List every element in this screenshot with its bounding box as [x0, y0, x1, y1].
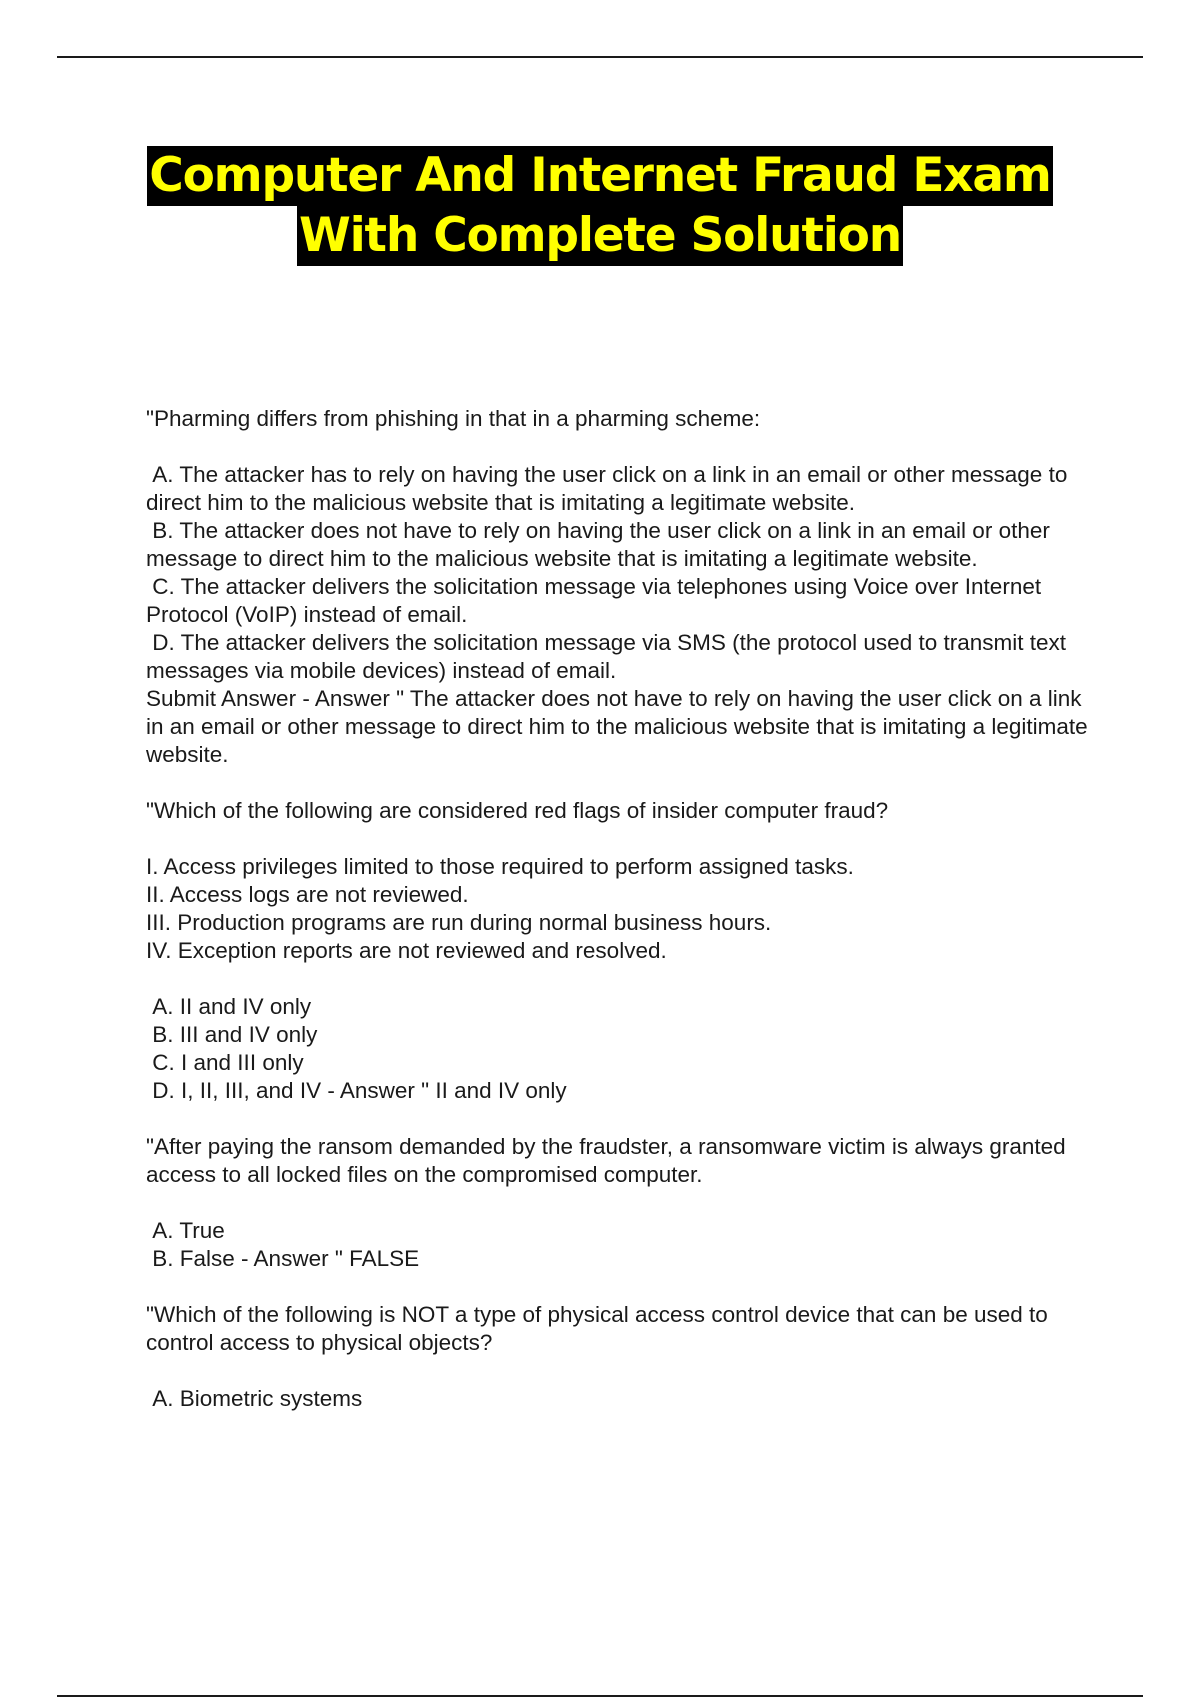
answer-option: B. False - Answer " FALSE — [146, 1246, 420, 1271]
answer-option: A. Biometric systems — [146, 1386, 363, 1411]
answer-option: A. II and IV only — [146, 994, 312, 1019]
question-prompt: "Which of the following is NOT a type of physical access control device that can be used to control access to physical objects? — [146, 1302, 1055, 1355]
answer-option: A. The attacker has to rely on having the user click on a link in an email or other message to direct him to the malicious website that is imitating a legitimate website. — [146, 462, 1074, 515]
question-statement: I. Access privileges limited to those required to perform assigned tasks. — [146, 854, 854, 879]
question-prompt: "After paying the ransom demanded by the fraudster, a ransomware victim is always granted access to all locked files on the compromised computer. — [146, 1134, 1072, 1187]
document-title — [0, 146, 1200, 266]
question-statement: IV. Exception reports are not reviewed and resolved. — [146, 938, 667, 963]
answer-option: A. True — [146, 1218, 225, 1243]
header-rule — [57, 56, 1143, 58]
answer-option: D. I, II, III, and IV - Answer " II and IV only — [146, 1078, 567, 1103]
question-statement: II. Access logs are not reviewed. — [146, 882, 469, 907]
answer-option: D. The attacker delivers the solicitation message via SMS (the protocol used to transmit text messages via mobile devices) instead of email. — [146, 630, 1073, 683]
answer-option: B. III and IV only — [146, 1022, 318, 1047]
question-prompt: "Which of the following are considered red flags of insider computer fraud? — [146, 798, 889, 823]
question-block — [146, 1133, 1096, 1273]
exam-content — [146, 405, 1096, 1413]
title-line-1: Computer And Internet Fraud Exam — [147, 146, 1052, 206]
question-block — [146, 797, 1096, 1105]
correct-answer: Submit Answer - Answer " The attacker does not have to rely on having the user click on a link in an email or other message to direct him to the malicious website that is imitating a legitimate website. — [146, 686, 1094, 767]
question-block — [146, 405, 1096, 769]
footer-rule — [57, 1695, 1143, 1697]
answer-option: C. The attacker delivers the solicitation message via telephones using Voice over Internet Protocol (VoIP) instead of email. — [146, 574, 1048, 627]
question-block — [146, 1301, 1096, 1413]
question-statement: III. Production programs are run during normal business hours. — [146, 910, 772, 935]
question-prompt: "Pharming differs from phishing in that in a pharming scheme: — [146, 406, 761, 431]
answer-option: C. I and III only — [146, 1050, 304, 1075]
answer-option: B. The attacker does not have to rely on having the user click on a link in an email or other message to direct him to the malicious website that is imitating a legitimate website. — [146, 518, 1057, 571]
title-line-2: With Complete Solution — [297, 206, 903, 266]
